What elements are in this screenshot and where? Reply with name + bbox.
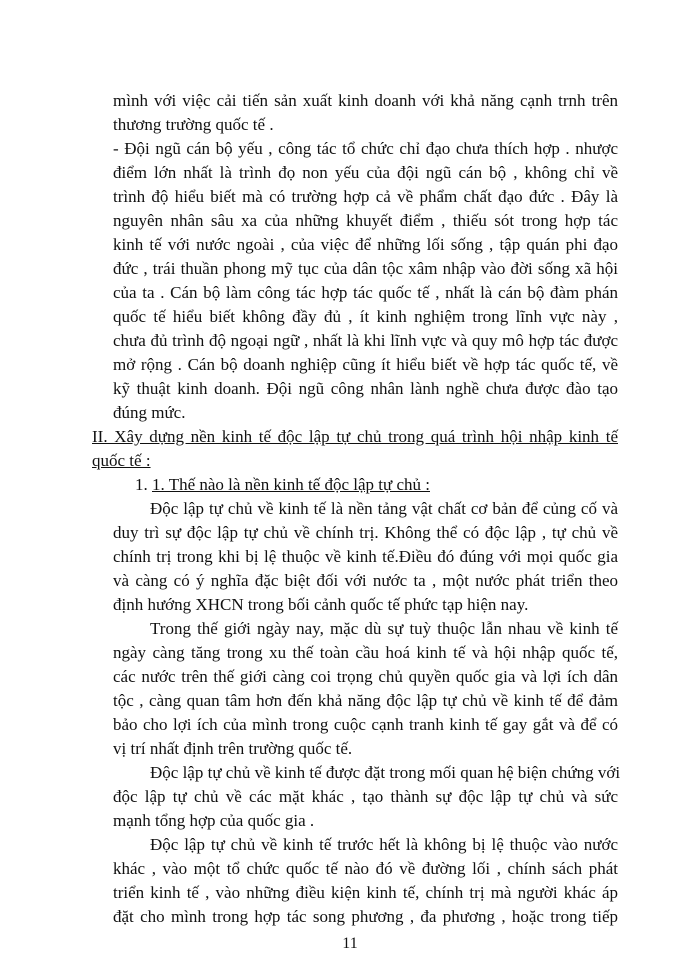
text-line: ngày càng tăng trong xu thế toàn cầu hoá kinh tế và hội nhập quốc tế, [113, 643, 618, 662]
text-line: đức , trái thuần phong mỹ tục của dân tộc xâm nhập vào đời sống xã hội [113, 259, 618, 278]
text-line: độc lập tự chủ về các mặt khác , tạo thành sự độc lập tự chủ và sức [113, 787, 618, 806]
text-line: đặt cho mình trong hợp tác song phương , đa phương , hoặc trong tiếp [113, 907, 618, 926]
text-line: trình độ hiểu biết mà có trường hợp cả về phẩm chất đạo đức . Đây là [113, 187, 618, 206]
section-heading [92, 451, 151, 471]
text-line: thương trường quốc tế . [113, 115, 274, 134]
text-line: Độc lập tự chủ về kinh tế là nền tảng vật chất cơ bản để củng cố và [150, 499, 618, 518]
text-line: mạnh tổng hợp của quốc gia . [113, 811, 315, 830]
text-line: điểm lớn nhất là trình đọ non yếu của đội ngũ cán bộ , không chỉ về [113, 163, 618, 182]
text-line: và càng có ý nghĩa đặc biệt đối với nước ta , một nước phát triển theo [113, 571, 618, 590]
text-line: kỹ thuật kinh doanh. Đội ngũ công nhân lành nghề chưa được đào tạo [113, 379, 618, 398]
text-line: chưa đủ trình độ ngoại ngữ , nhất là khi lĩnh vực và quy mô hợp tác được [113, 331, 618, 350]
subsection-heading [135, 475, 430, 495]
subsection-title: 1. Thế nào là nền kinh tế độc lập tự chủ : [152, 475, 430, 494]
text-line: - Đội ngũ cán bộ yếu , công tác tổ chức chỉ đạo chưa thích hợp . nhược [113, 139, 618, 158]
section-heading: II. Xây dựng nền kinh tế độc lập tự chủ trong quá trình hội nhập kinh tế [92, 427, 618, 446]
subsection-number: 1. [135, 475, 152, 494]
text-line: duy trì sự độc lập tự chủ về chính trị. Không thể có độc lập , tự chủ về [113, 523, 618, 542]
text-line: tộc , càng quan tâm hơn đến khả năng độc lập tự chủ về kinh tế để đảm [113, 691, 618, 710]
text-line: vị trí nhất định trên trường quốc tế. [113, 739, 353, 758]
text-line: khác , vào một tổ chức quốc tế nào đó về đường lối , chính sách phát [113, 859, 618, 878]
text-line: triển kinh tế , vào những điều kiện kinh tế, chính trị mà người khác áp [113, 883, 618, 902]
text-line: bảo cho lợi ích của mình trong cuộc cạnh tranh kinh tế gay gắt và để có [113, 715, 618, 734]
text-line: mở rộng . Cán bộ doanh nghiệp cũng ít hiểu biết về hợp tác quốc tế, về [113, 355, 618, 374]
text-line: Trong thế giới ngày nay, mặc dù sự tuỳ thuộc lẫn nhau về kinh tế [150, 619, 618, 638]
text-line: định hướng XHCN trong bối cảnh quốc tế phức tạp hiện nay. [113, 595, 529, 614]
page-number: 11 [342, 935, 358, 952]
text-line: đúng mức. [113, 403, 186, 422]
text-line: các nước trên thế giới càng coi trọng chủ quyền quốc gia và lợi ích dân [113, 667, 618, 686]
text-line: nguyên nhân sâu xa của những khuyết điểm , thiếu sót trong hợp tác [113, 211, 618, 230]
text-line: của ta . Cán bộ làm công tác hợp tác quốc tế , nhất là cán bộ đàm phán [113, 283, 618, 302]
text-line: Độc lập tự chủ về kinh tế trước hết là không bị lệ thuộc vào nước [150, 835, 618, 854]
text-line: Độc lập tự chủ về kinh tế được đặt trong mối quan hệ biện chứng với [150, 763, 621, 782]
text-line: kinh tế với nước ngoài , của việc để những lối sống , tập quán phi đạo [113, 235, 618, 254]
section-heading-cont: quốc tế : [92, 451, 151, 470]
text-line: mình với việc cải tiến sản xuất kinh doanh với khả năng cạnh trnh trên [113, 91, 618, 110]
text-line: quốc tế hiểu biết không đầy đủ , ít kinh nghiệm trong lĩnh vực này , [113, 307, 618, 326]
text-line: chính trị trong khi bị lệ thuộc về kinh tế.Điều đó đúng với mọi quốc gia [113, 547, 618, 566]
